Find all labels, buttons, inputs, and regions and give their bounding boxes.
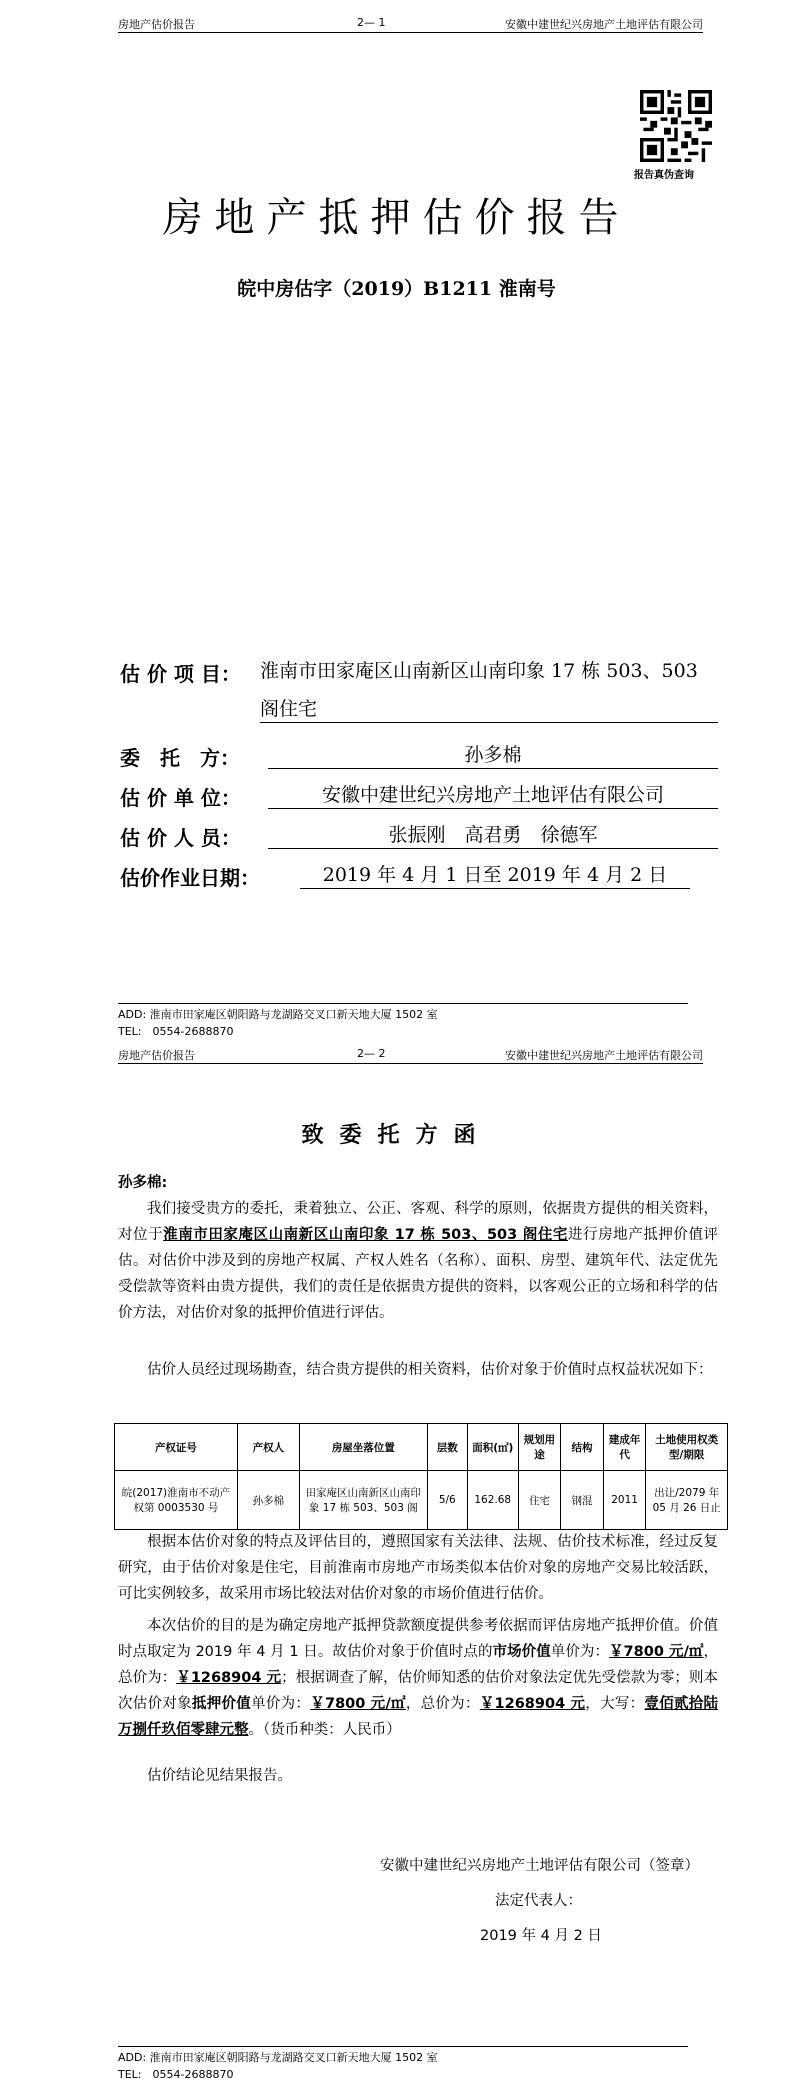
field-value-project: 淮南市田家庵区山南新区山南印象 17 栋 503、503 [260, 660, 698, 682]
table-row [115, 1471, 728, 1530]
header-company: 安徽中建世纪兴房地产土地评估有限公司 [505, 18, 703, 31]
header-company: 安徽中建世纪兴房地产土地评估有限公司 [505, 1049, 703, 1062]
cell-use: 住宅 [518, 1471, 561, 1530]
intro-text-cont: 进行房地产抵押价值评估。对估价中涉及到的房地产权属、产权人姓名（名称）、面积、房型、建筑年代、法定优先受偿款等资料由贵方提供，我们的责任是依据贵方提供的资料，以客观公正的立场和科学的估价方法，对估价对象的抵押价值进行评估。 [118, 1227, 719, 1321]
footer-phone: TEL: 0554-2688870 [118, 1025, 234, 1038]
field-label-client: 委 托 方： [120, 746, 240, 770]
col-header: 产权证号 [115, 1424, 238, 1471]
signature-company: 安徽中建世纪兴房地产土地评估有限公司（签章） [380, 1858, 699, 1874]
qr-code-icon[interactable] [640, 90, 712, 162]
property-table [114, 1423, 728, 1530]
intro-text: 我们接受贵方的委托，秉着独立、公正、客观、科学的原则，依据贵方提供的相关资料，对位于 [118, 1201, 718, 1243]
valuation-text: ；根据调查了解，估价师知悉的估价对象法定优先受偿款为零；则本次估价对象 [118, 1670, 719, 1712]
footer-address: ADD: 淮南市田家庵区朝阳路与龙湖路交叉口新天地大厦 1502 室 [118, 2051, 438, 2064]
paragraph-intro [118, 1196, 718, 1326]
footer-phone: TEL: 0554-2688870 [118, 2068, 234, 2081]
cell-year: 2011 [603, 1471, 646, 1530]
signature-date: 2019 年 4 月 2 日 [480, 1928, 602, 1944]
col-header: 面积(㎡) [467, 1424, 518, 1471]
qr-caption: 报告真伪查询 [634, 170, 694, 181]
valuation-text: ，大写： [585, 1696, 645, 1712]
field-label-work-date: 估价作业日期： [120, 866, 260, 890]
paragraph-method: 根据本估价对象的特点及评估目的，遵照国家有关法律、法规、估价技术标准，经过反复研究，由于估价对象是住宅，目前淮南市房地产市场类似本估价对象的房地产交易比较活跃，可比实例较多，故采用市场比较法对估价对象的市场价值进行估价。 [118, 1534, 718, 1602]
field-value-appraisers: 张振刚 高君勇 徐德军 [268, 820, 718, 849]
report-title: 房地产抵押估价报告 [162, 195, 631, 241]
mortgage-value-label: 抵押价值 [191, 1696, 252, 1712]
market-unit-price: ￥7800 元/㎡ [609, 1644, 704, 1660]
col-header: 规划用途 [518, 1424, 561, 1471]
valuation-text: 单价为： [251, 1696, 311, 1712]
cell-cert-no: 皖(2017)淮南市不动产权第 0003530 号 [115, 1471, 238, 1530]
letter-to-client-page [0, 1043, 793, 2086]
col-header: 结构 [561, 1424, 604, 1471]
total-price-words: 壹佰贰拾陆万捌仟玖佰零肆元整 [118, 1696, 719, 1738]
field-value-client: 孙多棉 [268, 740, 718, 769]
signature-legal-rep: 法定代表人： [495, 1893, 582, 1909]
paragraph-valuation [118, 1613, 718, 1743]
cell-location: 田家庵区山南新区山南印象 17 栋 503、503 阁 [299, 1471, 427, 1530]
cell-floors: 5/6 [427, 1471, 467, 1530]
footer-address: ADD: 淮南市田家庵区朝阳路与龙湖路交叉口新天地大厦 1502 室 [118, 1008, 438, 1021]
valuation-text: ，总价为： [118, 1644, 718, 1686]
page-header [118, 14, 703, 33]
market-total-price: ￥1268904 元 [176, 1670, 282, 1686]
col-header: 建成年代 [603, 1424, 646, 1471]
valuation-text: 本次估价的目的是为确定房地产抵押贷款额度提供参考依据而评估房地产抵押价值。价值时点取定为 2019 年 4 月 1 日。故估价对象于价值时点的 [118, 1618, 718, 1660]
col-header: 土地使用权类型/期限 [646, 1424, 728, 1471]
header-left: 房地产估价报告 [118, 18, 195, 31]
mortgage-total-price: ￥1268904 元 [479, 1696, 586, 1712]
market-value-label: 市场价值 [492, 1644, 551, 1660]
currency-note: 。（货币种类：人民币） [248, 1722, 401, 1738]
valuation-text: 单价为： [550, 1644, 609, 1660]
field-value-project-cont: 阁住宅 [260, 694, 718, 723]
field-label-project: 估 价 项 目： [120, 662, 241, 686]
paragraph-conclusion: 估价结论见结果报告。 [147, 1768, 292, 1784]
header-page-number: 2— 1 [357, 16, 386, 29]
field-value-work-date: 2019 年 4 月 1 日至 2019 年 4 月 2 日 [300, 860, 690, 889]
cell-land-right: 出让/2079 年 05 月 26 日止 [646, 1471, 728, 1530]
field-label-company: 估 价 单 位： [120, 786, 241, 810]
col-header: 层数 [427, 1424, 467, 1471]
letter-title: 致委托方函 [301, 1122, 492, 1148]
table-header-row [115, 1424, 728, 1471]
property-location: 淮南市田家庵区山南新区山南印象 17 栋 503、503 阁住宅 [163, 1227, 568, 1243]
header-left: 房地产估价报告 [118, 1049, 195, 1062]
col-header: 产权人 [237, 1424, 299, 1471]
valuation-text: ，总价为： [405, 1696, 480, 1712]
page-header [118, 1045, 703, 1064]
cell-structure: 钢混 [561, 1471, 604, 1530]
cell-owner: 孙多棉 [237, 1471, 299, 1530]
footer-divider [118, 1003, 688, 1004]
col-header: 房屋坐落位置 [299, 1424, 427, 1471]
document-number: 皖中房估字（2019）B1211 淮南号 [237, 278, 556, 300]
footer-divider [118, 2046, 688, 2047]
salutation: 孙多棉: [118, 1175, 168, 1191]
field-value-company: 安徽中建世纪兴房地产土地评估有限公司 [268, 780, 718, 809]
cell-area: 162.68 [467, 1471, 518, 1530]
header-page-number: 2— 2 [357, 1047, 386, 1060]
paragraph-status: 估价人员经过现场勘查，结合贵方提供的相关资料，估价对象于价值时点权益状况如下： [147, 1362, 713, 1378]
field-label-appraisers: 估 价 人 员： [120, 826, 241, 850]
mortgage-unit-price: ￥7800 元/㎡ [310, 1696, 406, 1712]
